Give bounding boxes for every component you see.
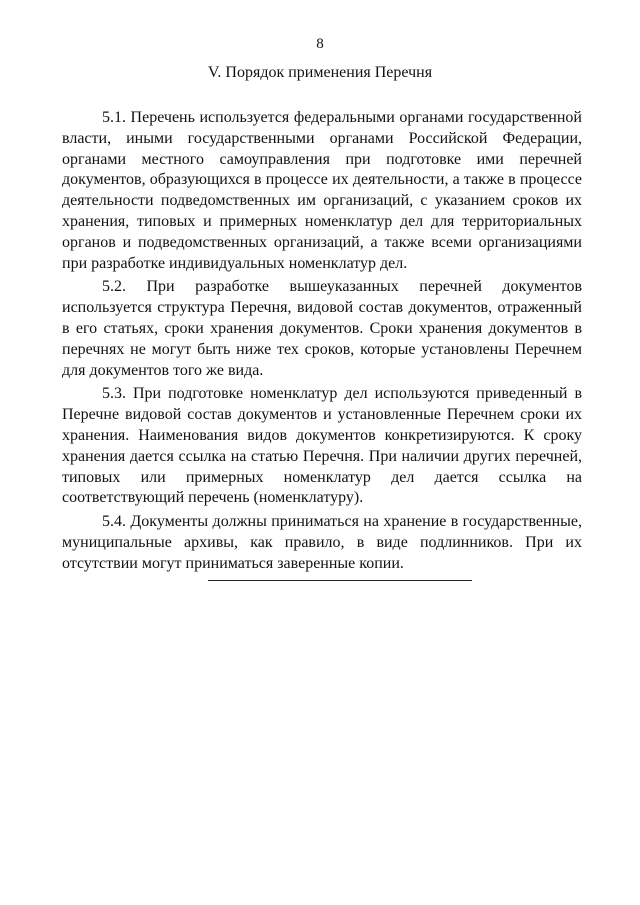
paragraph-5-3: 5.3. При подготовке номенклатур дел используются приведенный в Перечне видовой состав документов и установленные Перечнем сроки их хранения. Наименования видов документов конкретизируются. К сроку хранения дается ссылка на статью Перечня. При наличии других перечней, типовых или примерных номенклатур дел дается ссылка на соответствующий перечень (номенклатуру). xyxy=(62,385,582,507)
section-heading: V. Порядок применения Перечня xyxy=(207,64,433,81)
section-body xyxy=(62,108,582,575)
paragraph-5-1: 5.1. Перечень используется федеральными органами государственной власти, иными государственными органами Российской Федерации, органами местного самоуправления при подготовке ими перечней документов, образующихся в процессе их деятельности, а также в процессе деятельности подведомственных им организаций, с указанием сроков их хранения, типовых и примерных номенклатур дел для территориальных органов и подведомственных организаций, а также всеми организациями при разработке индивидуальных номенклатур дел. xyxy=(62,109,582,272)
paragraph-5-4: 5.4. Документы должны приниматься на хранение в государственные, муниципальные архивы, как правило, в виде подлинников. При их отсутствии могут приниматься заверенные копии. xyxy=(62,513,582,572)
paragraph-5-2: 5.2. При разработке вышеуказанных перечней документов используется структура Перечня, видовой состав документов, отраженный в его статьях, сроки хранения документов. Сроки хранения документов в перечнях не могут быть ниже тех сроков, которые установлены Перечнем для документов того же вида. xyxy=(62,278,582,379)
page-number: 8 xyxy=(316,36,324,52)
closing-divider-line xyxy=(208,580,472,581)
